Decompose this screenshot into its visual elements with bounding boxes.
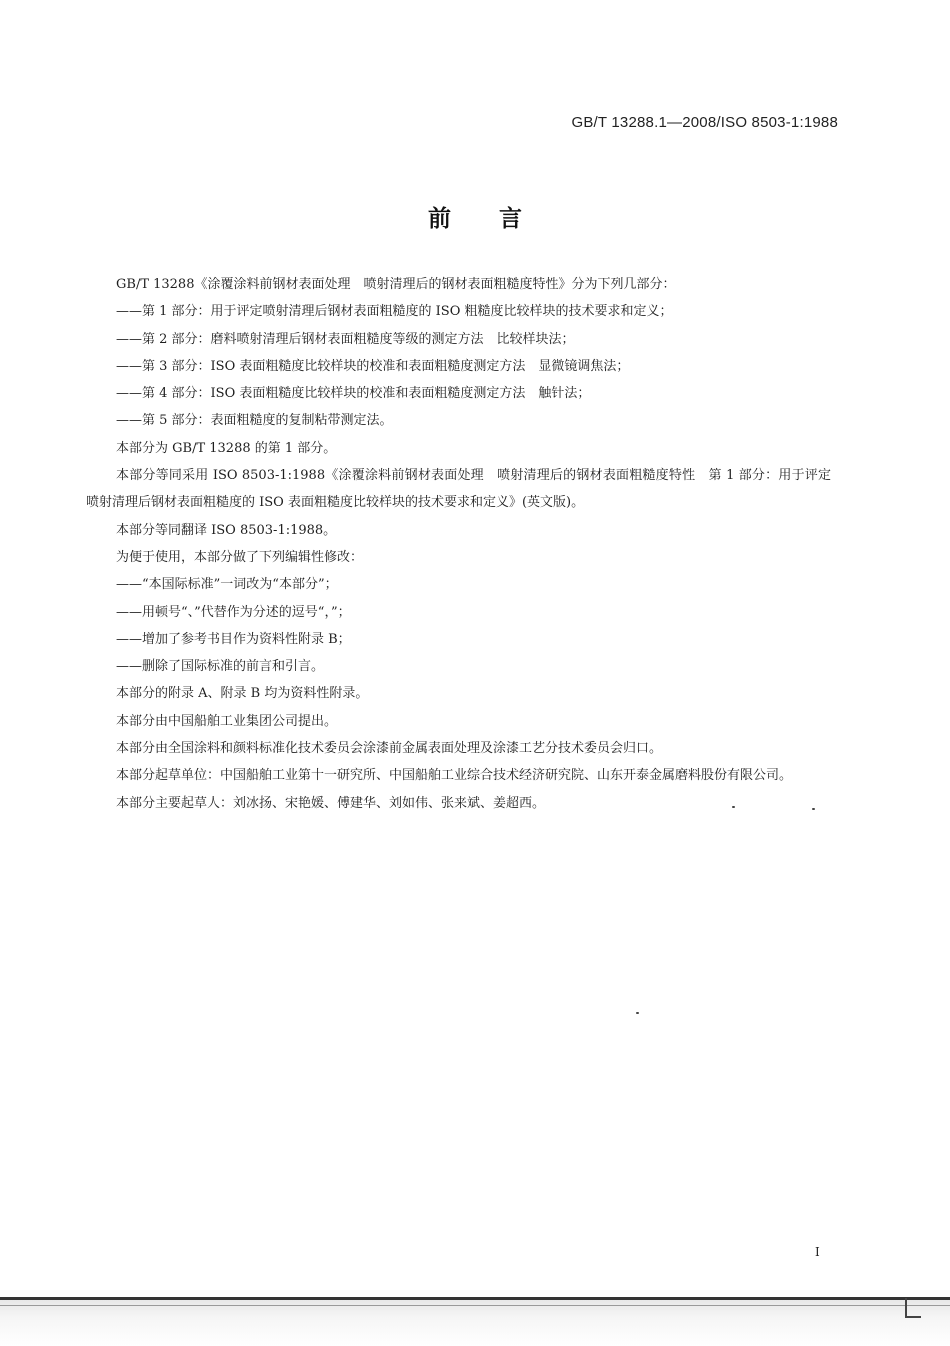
scan-bottom-edge-thin (0, 1305, 950, 1306)
part-list-item: ——第 5 部分：表面粗糙度的复制粘带测定法。 (116, 413, 393, 429)
part-list-item: ——第 4 部分：ISO 表面粗糙度比较样块的校准和表面粗糙度测定方法 触针法； (116, 386, 591, 402)
edit-list-item: ——用顿号“、”代替作为分述的逗号“，”； (116, 604, 351, 620)
scan-speck (636, 1012, 639, 1014)
foreword-body (86, 271, 831, 817)
edit-list-item: ——删除了国际标准的前言和引言。 (116, 659, 325, 675)
edit-list-item: ——“本国际标准”一词改为“本部分”； (116, 577, 338, 593)
edit-list-item: ——增加了参考书目作为资料性附录 B； (116, 631, 351, 647)
scan-corner-mark (905, 1298, 921, 1318)
this-part-paragraph: 本部分为 GB/T 13288 的第 1 部分。 (116, 440, 337, 456)
intro-paragraph: GB/T 13288《涂覆涂料前钢材表面处理 喷射清理后的钢材表面粗糙度特性》分为下列几部分： (116, 277, 676, 292)
proposed-paragraph: 本部分由中国船舶工业集团公司提出。 (116, 713, 338, 729)
scan-speck (732, 806, 735, 808)
part-list-item: ——第 1 部分：用于评定喷射清理后钢材表面粗糙度的 ISO 粗糙度比较样块的技术要求和定义； (116, 304, 673, 320)
adoption-paragraph: 本部分等同采用 ISO 8503-1:1988《涂覆涂料前钢材表面处理 喷射清理后的钢材表面粗糙度特性 第 1 部分：用于评定喷射清理后钢材表面粗糙度的 ISO 表面粗糙度比较样块的技术要求和定义》(英文版)。 (86, 468, 831, 511)
standard-code-header: GB/T 13288.1—2008/ISO 8503-1:1988 (571, 114, 838, 131)
part-list-item: ——第 3 部分：ISO 表面粗糙度比较样块的校准和表面粗糙度测定方法 显微镜调焦法； (116, 358, 630, 374)
centralized-paragraph: 本部分由全国涂料和颜料标准化技术委员会涂漆前金属表面处理及涂漆工艺分技术委员会归口。 (116, 741, 663, 757)
drafters-paragraph: 本部分主要起草人：刘冰扬、宋艳媛、傅建华、刘如伟、张来斌、姜超西。 (116, 795, 546, 811)
annexes-paragraph: 本部分的附录 A、附录 B 均为资料性附录。 (116, 686, 369, 702)
part-list-item: ——第 2 部分：磨料喷射清理后钢材表面粗糙度等级的测定方法 比较样块法； (116, 331, 575, 347)
scan-speck (812, 808, 815, 810)
page-title: 前言 (428, 205, 570, 232)
edits-intro-paragraph: 为便于使用，本部分做了下列编辑性修改： (116, 549, 364, 565)
translation-paragraph: 本部分等同翻译 ISO 8503-1:1988。 (116, 522, 337, 538)
scan-bottom-edge (0, 1297, 950, 1300)
scan-bottom-shadow (0, 1300, 950, 1346)
drafting-units-paragraph: 本部分起草单位：中国船舶工业第十一研究所、中国船舶工业综合技术经济研究院、山东开泰金属磨料股份有限公司。 (116, 768, 793, 784)
page-number: I (815, 1245, 820, 1259)
